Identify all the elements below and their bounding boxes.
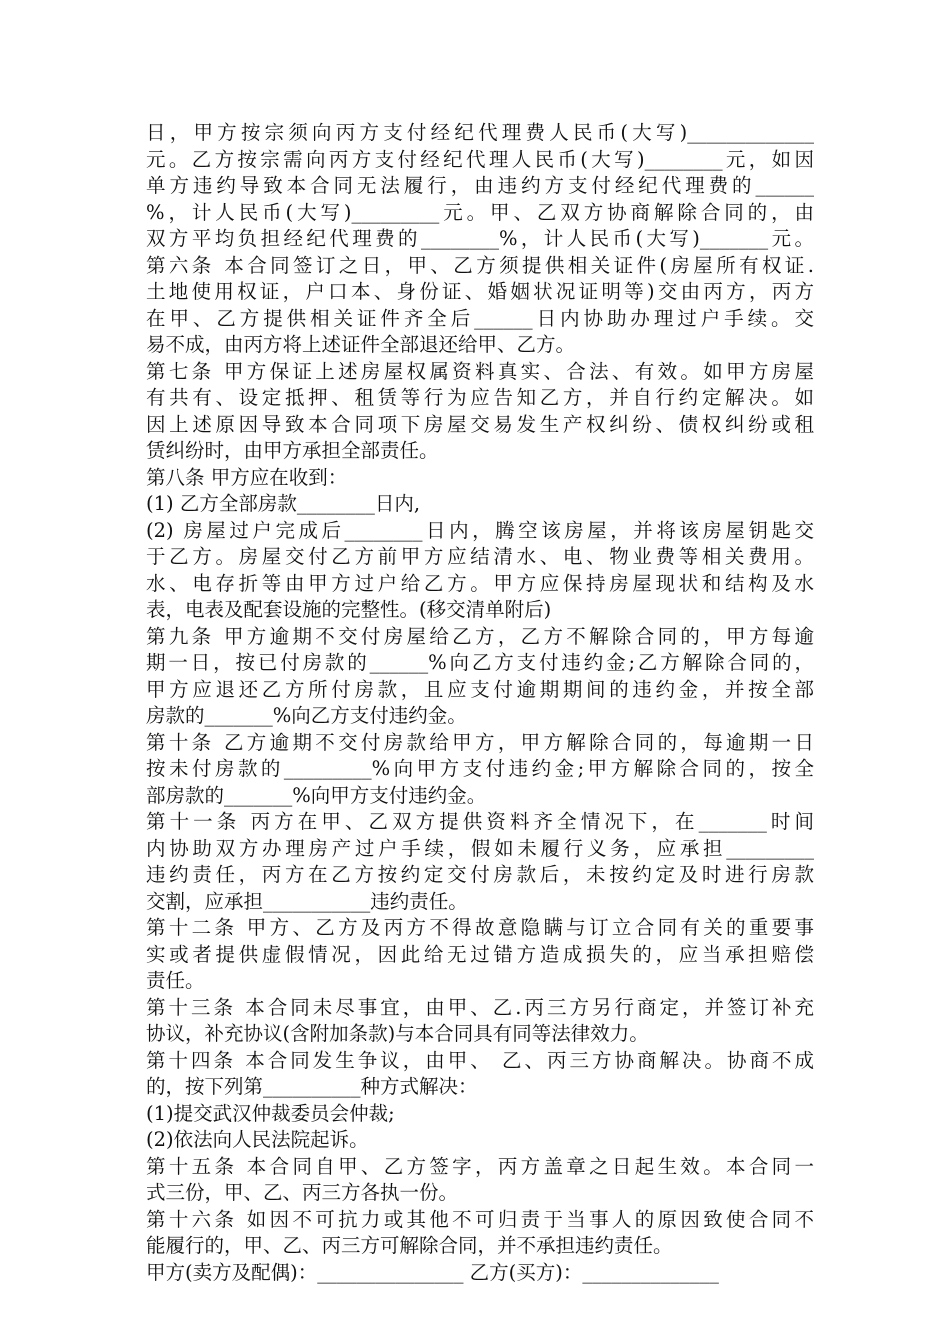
clause-7-start: 第七条 甲方保证上述房屋权属资料真实、合法、有效。如甲方房屋 (146, 359, 814, 383)
clause-13-start: 第十三条 本合同未尽事宜，由甲、乙.丙三方另行商定，并签订补充 (146, 995, 814, 1019)
text-line: 有共有、设定抵押、租赁等行为应告知乙方，并自行约定解决。如 (146, 386, 814, 409)
text-line: 日，甲方按宗须向丙方支付经纪代理费人民币(大写)_____________ (146, 121, 814, 144)
text-line: (2) 房屋过户完成后________日内，腾空该房屋，并将该房屋钥匙交 (146, 518, 814, 542)
clause-11-start: 第十一条 丙方在甲、乙双方提供资料齐全情况下，在_______时间 (146, 810, 814, 833)
text-line: 在甲、乙方提供相关证件齐全后______日内协助办理过户手续。交 (146, 306, 814, 330)
text-line: (1) 乙方全部房款________日内, (146, 492, 421, 515)
text-line: 表，电表及配套设施的完整性。(移交清单附后) (146, 598, 552, 621)
clause-8-start: 第八条 甲方应在收到： (146, 465, 348, 489)
text-line: (1)提交武汉仲裁委员会仲裁; (146, 1101, 395, 1125)
clause-10-start: 第十条 乙方逾期不交付房款给甲方，甲方解除合同的，每逾期一日 (146, 730, 814, 754)
text-line: 单方违约导致本合同无法履行，由违约方支付经纪代理费的______ (146, 174, 814, 197)
clause-16-start: 第十六条 如因不可抗力或其他不可归责于当事人的原因致使合同不 (146, 1207, 814, 1231)
text-line: 甲方应退还乙方所付房款，且应支付逾期期间的违约金，并按全部 (146, 677, 814, 701)
text-line: 协议，补充协议(含附加条款)与本合同具有同等法律效力。 (146, 1022, 649, 1045)
text-line: 赁纠纷时，由甲方承担全部责任。 (146, 439, 439, 462)
contract-page (146, 120, 814, 1286)
text-line: 式三份，甲、乙、丙三方各执一份。 (146, 1181, 459, 1204)
text-line: 土地使用权证，户口本、身份证、婚姻状况证明等)交由丙方，丙方 (146, 280, 814, 303)
text-line: 双方平均负担经纪代理费的________%，计人民币(大写)_______元。 (146, 227, 814, 250)
text-line: 因上述原因导致本合同项下房屋交易发生产权纠纷、债权纠纷或租 (146, 412, 814, 436)
text-line: 能履行的，甲、乙、丙三方可解除合同，并不承担违约责任。 (146, 1234, 673, 1257)
text-line: 于乙方。房屋交付乙方前甲方应结清水、电、物业费等相关费用。 (146, 545, 814, 568)
text-line: 水、电存折等由甲方过户给乙方。甲方应保持房屋现状和结构及水 (146, 571, 814, 595)
text-line: 交割，应承担___________违约责任。 (146, 889, 468, 913)
text-line: 房款的_______%向乙方支付违约金。 (146, 704, 467, 727)
text-line: 元。乙方按宗需向丙方支付经纪代理人民币(大写)________元，如因 (146, 147, 814, 171)
clause-9-start: 第九条 甲方逾期不交付房屋给乙方，乙方不解除合同的，甲方每逾 (146, 624, 814, 648)
text-line: 责任。 (146, 969, 205, 992)
text-line: 按未付房款的_________%向甲方支付违约金;甲方解除合同的，按全 (146, 757, 814, 780)
clause-15-start: 第十五条 本合同自甲、乙方签字，丙方盖章之日起生效。本合同一 (146, 1154, 814, 1178)
text-line: 实或者提供虚假情况，因此给无过错方造成损失的，应当承担赔偿 (146, 942, 814, 966)
signature-line: 甲方(卖方及配偶)：_______________ 乙方(买方)：______________ (146, 1260, 719, 1284)
text-line: 期一日，按已付房款的______%向乙方支付违约金;乙方解除合同的， (146, 651, 814, 674)
text-line: 部房款的_______%向甲方支付违约金。 (146, 783, 487, 807)
clause-14-start: 第十四条 本合同发生争议，由甲、 乙、丙三方协商解决。协商不成 (146, 1048, 814, 1072)
clause-6-start: 第六条 本合同签订之日，甲、乙方须提供相关证件(房屋所有权证. (146, 253, 814, 277)
text-line: (2)依法向人民法院起诉。 (146, 1128, 369, 1151)
text-line: 违约责任，丙方在乙方按约定交付房款后，未按约定及时进行房款 (146, 863, 814, 886)
text-line: %，计人民币(大写)_________元。甲、乙双方协商解除合同的，由 (146, 200, 814, 224)
clause-12-start: 第十二条 甲方、乙方及丙方不得故意隐瞒与订立合同有关的重要事 (146, 916, 814, 939)
text-line: 内协助双方办理房产过户手续，假如未履行义务，应承担_________ (146, 836, 814, 860)
text-line: 的，按下列第__________种方式解决： (146, 1075, 478, 1098)
text-line: 易不成，由丙方将上述证件全部退还给甲、乙方。 (146, 333, 576, 356)
